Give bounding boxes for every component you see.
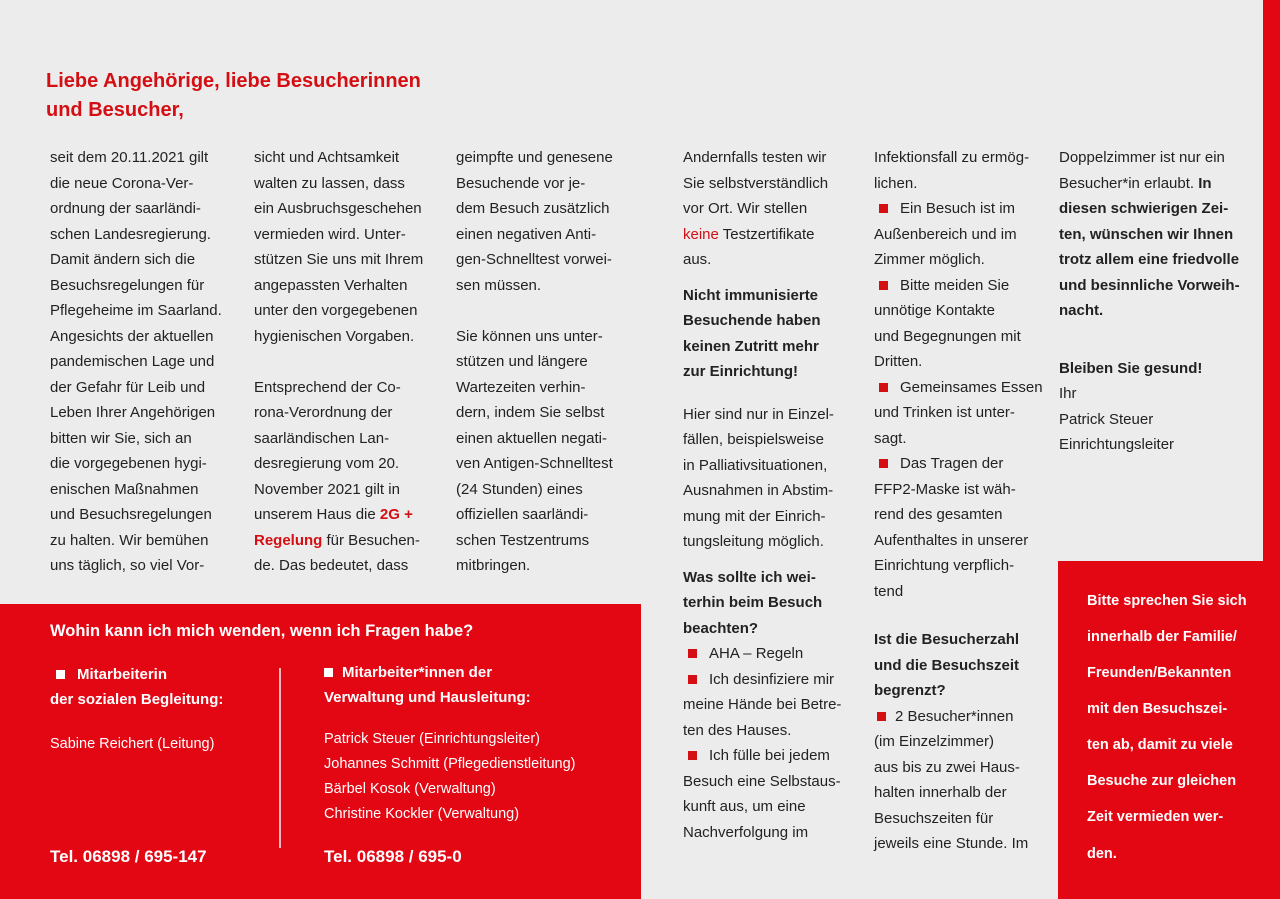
contact-question: Wohin kann ich mich wenden, wenn ich Fragen habe? [50,622,474,640]
greeting-heading: Liebe Angehörige, liebe Besucherinnen und Besucher, [46,70,421,121]
bullet-icon [879,281,888,290]
bullet-icon [879,459,888,468]
bullet-icon [56,670,65,679]
text-column-4: Andernfalls testen wir Sie selbstverständlich vor Ort. Wir stellen keine Testzertifikate aus. Nicht immunisierte Besuchende haben keinen Zutritt mehr zur Einrichtung! Hier sind nur in Einzel- fällen, beispielsweise in Palliativsituationen, Ausnahmen in Abstim- mung mit der Einrich- tungsleitung möglich. Was sollte ich wei- terhin beim Besuch beachten? AHA – Regeln Ich desinfiziere mir meine Hände bei Betre- ten des Hauses. Ich fülle bei jedem Besuch eine Selbstaus- kunft aus, um eine Nachverfolgung im [683,149,842,841]
list-item: Ich fülle bei jedem [683,743,841,769]
text-column-6: Doppelzimmer ist nur ein Besucher*in erlaubt. In diesen schwierigen Zei- ten, wünschen wir Ihnen trotz allem eine friedvolle und besinnliche Vorweih- nacht. Bleiben Sie gesund! Ihr Patrick Steuer Einrichtungsleiter [1059,145,1240,458]
list-item: Ich desinfiziere mir [683,667,841,693]
bullet-icon [688,751,697,760]
signature-name: Patrick Steuer [1059,410,1154,428]
closing-greeting: Bleiben Sie gesund! [1059,359,1203,377]
phone-social-support[interactable]: Tel. 06898 / 695-147 [50,847,207,866]
bullet-icon [877,712,886,721]
list-item: 2 Besucher*innen [874,704,1043,730]
bullet-icon [879,383,888,392]
bullet-icon [688,649,697,658]
list-item: Gemeinsames Essen [874,375,1043,401]
signature-title: Einrichtungsleiter [1059,436,1175,453]
phone-administration[interactable]: Tel. 06898 / 695-0 [324,847,462,866]
bullet-icon [879,204,888,213]
keine-highlight: keine [683,225,719,243]
text-column-2: sicht und Achtsamkeit walten zu lassen, dass ein Ausbruchsgeschehen vermieden wird. Unter- stützen Sie uns mit Ihrem angepassten Verhalten unter den vorgegebenen hygienischen Vorgaben. Entsprechend der Co- rona-Verordnung der saarländischen Lan- desregierung vom 20. November 2021 gilt in unserem Haus die 2G + Regelung für Besuchen- de. Das bedeutet, dass [254,149,424,574]
divider [279,668,281,848]
bullet-icon [324,668,333,677]
regelung-highlight: Regelung [254,531,323,549]
list-item: Das Tragen der [874,451,1043,477]
list-item: Ein Besuch ist im [874,196,1043,222]
text-column-5: Infektionsfall zu ermög- lichen. Ein Besuch ist im Außenbereich und im Zimmer möglich. Bitte meiden Sie unnötige Kontakte und Begegnungen mit Dritten. Gemeinsames Essen und Trinken ist unter- sagt. Das Tragen der FFP2-Maske ist wäh- rend des gesamten Aufenthaltes in unserer Einrichtung verpflich- tend Ist die Besucherzahl und die Besuchszeit begrenzt? 2 Besucher*innen (im Einzelzimmer) aus bis zu zwei Haus- halten innerhalb der Besuchszeiten für jeweils eine Stunde. Im [874,149,1043,852]
bullet-icon [688,675,697,684]
contact-panel [0,604,641,899]
contact-administration: Mitarbeiter*innen der Verwaltung und Hausleitung: Patrick Steuer (Einrichtungsleiter) Johannes Schmitt (Pflegedienstleitung) Bärbel Kosok (Verwaltung) Christine Kockler (Verwaltung) [324,664,576,822]
2g-plus-highlight: 2G + [379,506,413,523]
text-column-3: geimpfte und genesene Besuchende vor je- dem Besuch zusätzlich einen negativen Anti- gen-Schnelltest vorwei- sen müssen. Sie können uns unter- stützen und längere Wartezeiten verhin- dern, indem Sie selbst einen aktuellen negati- ven Antigen-Schnelltest (24 Stunden) eines offiziellen saarländi- schen Testzentrums mitbringen. [456,149,613,574]
list-item: AHA – Regeln [683,641,841,667]
text-column-1: seit dem 20.11.2021 gilt die neue Corona-Ver- ordnung der saarländi- schen Landesregierung. Damit ändern sich die Besuchsregelungen für Pflegeheime im Saarland. Angesichts der aktuellen pandemischen Lage und der Gefahr für Leib und Leben Ihrer Angehörigen bitten wir Sie, sich an die vorgegebenen hygi- enischen Maßnahmen und Besuchsregelungen zu halten. Wir bemühen uns täglich, so viel Vor- [50,149,222,574]
family-coordination-box: Bitte sprechen Sie sich innerhalb der Familie/ Freunden/Bekannten mit den Besuchszei- ten ab, damit zu viele Besuche zur gleichen Zeit vermieden wer- den. [1058,561,1263,899]
right-accent-strip [1263,0,1280,899]
contact-social-support: Mitarbeiterin der sozialen Begleitung: Sabine Reichert (Leitung) [50,666,224,752]
list-item: Bitte meiden Sie [874,273,1043,299]
